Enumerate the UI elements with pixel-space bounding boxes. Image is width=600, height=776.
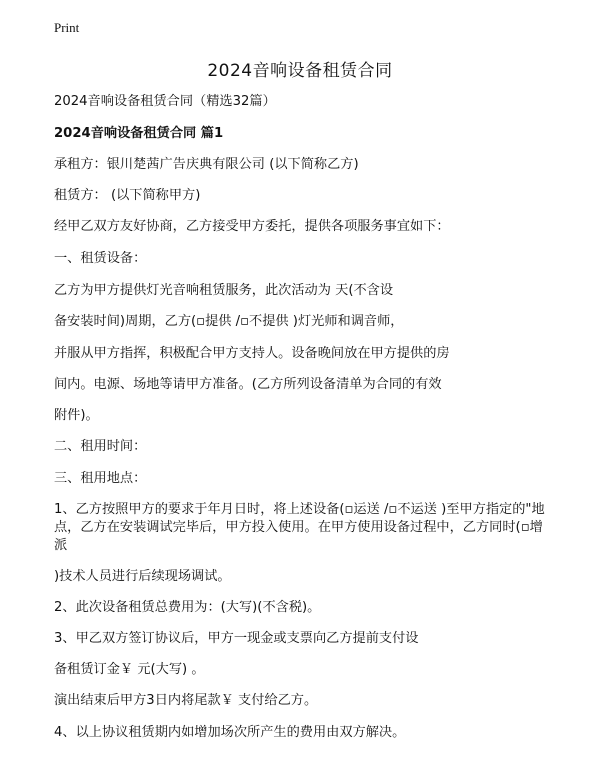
heading-rental-location: 三、租用地点： [54,471,147,486]
heading-rental-equipment: 一、租赁设备： [54,251,147,266]
paragraph-clause-4: 4、以上协议租赁期内如增加场次所产生的费用由双方解决。 [54,725,406,740]
paragraph-line: 并服从甲方指挥，积极配合甲方支持人。设备晚间放在甲方提供的房 [54,346,450,361]
paragraph-clause-2: 2、此次设备租赁总费用为：(大写)(不含税)。 [54,600,321,615]
section-heading: 2024音响设备租赁合同 篇1 [54,126,224,141]
paragraph-line: 备安装时间)周期，乙方(▫提供 /▫不提供 )灯光师和调音师， [54,314,404,329]
document-subtitle: 2024音响设备租赁合同（精选32篇） [54,94,276,109]
paragraph-clause-3: 3、甲乙双方签订协议后，甲方一现金或支票向乙方提前支付设 [54,631,419,646]
paragraph-line: 附件)。 [54,408,99,423]
paragraph-line: 乙方为甲方提供灯光音响租赁服务，此次活动为 天(不含设 [54,283,394,298]
paragraph-lessor: 租赁方： (以下简称甲方) [54,188,201,203]
heading-rental-time: 二、租用时间： [54,439,147,454]
paragraph-line: 演出结束后甲方3日内将尾款￥ 支付给乙方。 [54,693,318,708]
print-link[interactable]: Print [54,20,80,35]
paragraph-intro: 经甲乙双方友好协商，乙方接受甲方委托，提供各项服务事宜如下： [54,219,450,234]
paragraph-clause-1: 1、乙方按照甲方的要求于年月日时，将上述设备(▫运送 /▫不运送 )至甲方指定的"地点，乙方在安装调试完毕后，甲方投入使用。在甲方使用设备过程中，乙方同时(▫增派 [54,502,545,553]
page-title: 2024音响设备租赁合同 [207,61,393,81]
paragraph-line: 备租赁订金￥ 元(大写) 。 [54,662,205,677]
paragraph-lessee: 承租方：银川楚茜广告庆典有限公司 (以下简称乙方) [54,157,359,172]
paragraph-line: )技术人员进行后续现场调试。 [54,569,231,584]
paragraph-line: 间内。电源、场地等请甲方准备。(乙方所列设备清单为合同的有效 [54,377,442,392]
